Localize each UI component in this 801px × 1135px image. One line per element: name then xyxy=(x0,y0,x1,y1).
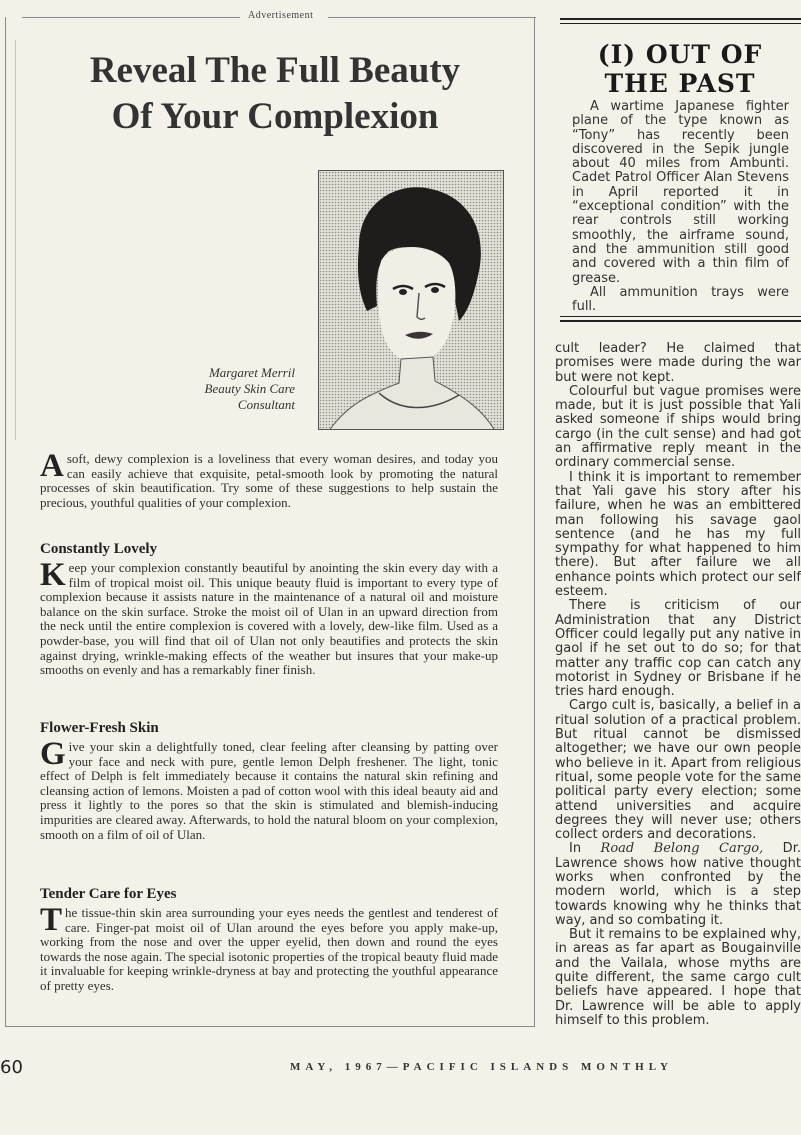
drop-cap: T xyxy=(40,902,63,938)
drop-cap: A xyxy=(40,448,64,484)
page-number: 60 xyxy=(0,1057,23,1078)
section-body xyxy=(40,557,498,678)
ad-intro-text: soft, dewy complexion is a loveliness that every woman desires, and today you can easily achieve that exquisite, petal-smooth look by promoting the natural processes of skin beautification. Try some of these suggestions to help sustain the precious, youthful qualities of your complexion. xyxy=(40,451,498,510)
sidebar-body xyxy=(572,100,789,314)
advertisement-box xyxy=(5,17,535,1027)
sidebar-title-line2: THE PAST xyxy=(604,69,756,98)
section-body-text: he tissue-thin skin area surrounding your eyes needs the gentlest and tenderest of care. Finger-pat moist oil of Ulan around the eyes before you apply make-up, working from the nose and over the upper eyelid, then down and round the eyes towards the nose again. The special isotonic properties of the tropical beauty fluid made it invaluable for keeping wrinkle-dryness at bay and protecting the youthful appearance of pretty eyes. xyxy=(40,905,498,993)
section-heading: Flower-Fresh Skin xyxy=(40,720,159,736)
caption-line: Beauty Skin Care xyxy=(204,381,295,396)
ad-headline-line1: Reveal The Full Beauty xyxy=(89,50,461,91)
article-text: In xyxy=(569,841,601,857)
drop-cap: G xyxy=(40,736,66,772)
sidebar-bottom-rule-thin xyxy=(560,316,801,317)
article-paragraph: cult leader? He claimed that promises were made during the war but were not kept. xyxy=(555,341,801,385)
sidebar-paragraph: All ammunition trays were full. xyxy=(572,284,789,315)
section-body xyxy=(40,902,498,994)
section-heading: Constantly Lovely xyxy=(40,541,158,557)
running-footer: MAY, 1967—PACIFIC ISLANDS MONTHLY xyxy=(290,1061,673,1073)
article-paragraph: But it remains to be explained why, in areas as far apart as Bougainville and the Vailala, whose myths are quite different, the same cargo cult beliefs have appeared. I hope that Dr. Lawrence will be able to apply himself to this problem. xyxy=(555,927,801,1028)
caption-line: Consultant xyxy=(237,397,295,412)
advertisement-label: Advertisement xyxy=(245,10,316,21)
portrait-caption xyxy=(150,365,295,413)
article-paragraph: There is criticism of our Administration that any District Officer could legally put any native in gaol if he set out to do so; for that matter any traffic cop can catch any motorist in Sydney or Brisbane if he tries hard enough. xyxy=(555,598,801,700)
section-body-text: eep your complexion constantly beautiful by anointing the skin every day with a film of tropical moist oil. This unique beauty fluid is important to every type of complexion because it assists nature in the maintenance of a natural oil and moisture balance on the skin surface. Stroke the moist oil of Ulan in an upward direction from the neck until the entire complexion is covered with a lovely, dew-like film. Used as a powder-base, you will find that oil of Ulan not only beautifies and protects the skin against drying, wrinkle-making effects of the weather but insures that your make-up smooths on evenly and has a remarkably finer finish. xyxy=(40,560,498,678)
book-title: Road Belong Cargo, xyxy=(600,841,764,857)
sidebar-title xyxy=(565,40,795,98)
sidebar-bottom-rule xyxy=(560,320,801,322)
ad-intro xyxy=(40,448,498,510)
article-paragraph: Cargo cult is, basically, a belief in a ritual solution of a practical problem. But ritual cannot be dismissed altogether; we have our own people who believe in it. Apart from religious ritual, some people vote for the same political party every election; some attend universities and acquire degrees they will never use; others collect orders and decorations. xyxy=(555,698,801,843)
article-paragraph xyxy=(555,842,801,928)
ad-headline xyxy=(40,48,510,140)
drop-cap: K xyxy=(40,557,66,593)
caption-line: Margaret Merril xyxy=(208,365,295,380)
portrait-illustration xyxy=(318,170,504,430)
section-body-text: ive your skin a delightfully toned, clear feeling after cleansing by patting over your face and neck with pure, gentle lemon Delph freshener. The light, tonic effect of Delph is felt immediately because it contains the natural skin refining and cleansing action of lemons. Moisten a pad of cotton wool with this ideal beauty aid and press it lightly to the pores so that the skin is stimulated and blemish-inducing impurities are cleared away. Afterwards, to hold the natural bloom on your complexion, smooth on a film of oil of Ulan. xyxy=(40,739,498,842)
article-column xyxy=(555,342,801,1028)
sidebar-title-line1: (I) OUT OF xyxy=(597,40,763,69)
article-text: Dr. Lawrence shows how native thought works when confronted by the modern world, which is a step towards knowing why he thinks that way, and so combating it. xyxy=(555,841,801,928)
sidebar-top-rule xyxy=(560,18,801,20)
sidebar-paragraph: A wartime Japanese fighter plane of the type known as “Tony” has recently been discovered in the Sepik jungle about 40 miles from Ambunti. Cadet Patrol Officer Alan Stevens in April reported it in “exceptional condition” with the rear controls still working smoothly, the airframe sound, and the ammunition still good and covered with a thin film of grease. xyxy=(572,99,789,286)
ad-inner-rule xyxy=(15,40,16,440)
ad-headline-line2: Of Your Complexion xyxy=(111,96,439,137)
section-heading: Tender Care for Eyes xyxy=(40,886,177,902)
sidebar-top-rule-thin xyxy=(560,23,801,24)
article-paragraph: I think it is important to remember that Yali gave his story after his failure, when he was an embittered man following his savage gaol sentence (and he has my full sympathy for what happened to him there). But after failure we all enhance points which protect our self esteem. xyxy=(555,469,801,600)
article-paragraph: Colourful but vague promises were made, but it is just possible that Yali asked someone if ships would bring cargo (in the cult sense) and had got an affirmative reply meant in the ordinary commercial sense. xyxy=(555,383,801,471)
section-body xyxy=(40,736,498,842)
